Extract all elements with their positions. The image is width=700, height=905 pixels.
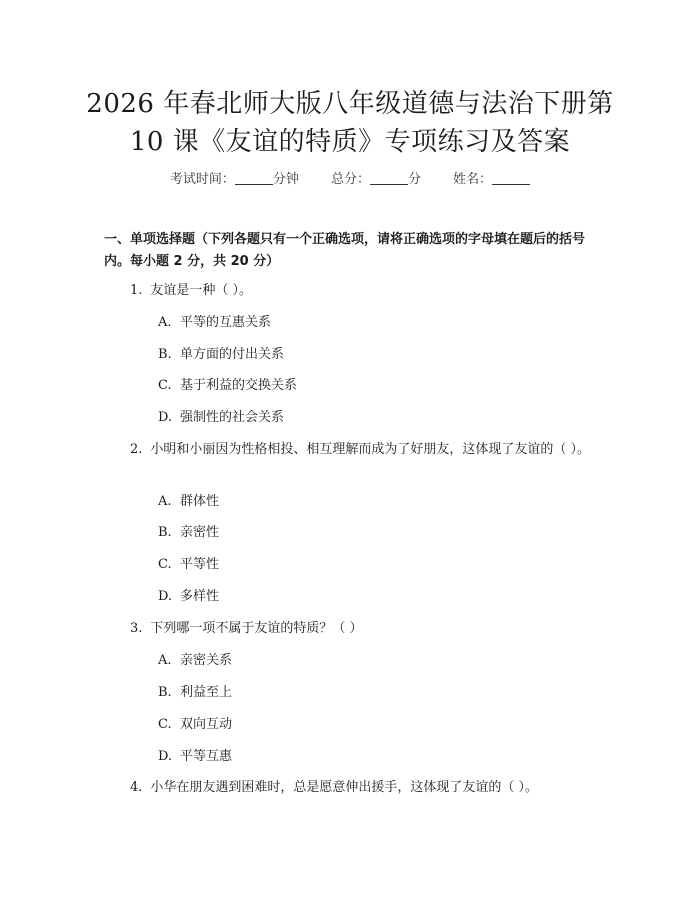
question-text: 下列哪一项不属于友谊的特质？（ ） [150,621,363,636]
student-name-label: 姓名： [453,172,493,187]
question-number: 1. [130,283,143,298]
option-letter: C. [158,557,172,572]
option-text: 基于利益的交换关系 [180,378,298,393]
exam-time-label: 考试时间： [169,172,235,187]
question-2-option-a [158,491,219,513]
option-text: 平等互惠 [180,749,233,764]
exam-time-field [170,168,299,187]
document-title-line-1: 2026 年春北师大版八年级道德与法治下册第 [86,89,614,119]
option-letter: D. [158,410,173,425]
option-letter: A. [158,653,172,668]
question-1 [130,280,600,302]
total-score-label: 总分： [330,172,370,187]
question-1-option-d [158,407,284,429]
exam-time-blank [235,172,273,185]
option-text: 亲密关系 [180,653,233,668]
question-number: 3. [130,621,143,636]
question-2-option-c [158,554,219,576]
question-number: 4. [130,780,143,795]
question-2-option-d [158,586,219,608]
option-text: 亲密性 [180,525,220,540]
question-1-option-a [158,312,271,334]
student-name-blank [492,172,530,185]
option-letter: C. [158,717,172,732]
question-2 [104,439,594,461]
total-score-blank [370,172,408,185]
question-text: 友谊是一种（ ）。 [150,283,253,298]
question-text: 小明和小丽因为性格相投、相互理解而成为了好朋友，这体现了友谊的（ ）。 [150,442,591,457]
question-number: 2. [130,442,143,457]
question-2-option-b [158,522,219,544]
option-letter: D. [158,589,173,604]
section-heading: 一、单项选择题（下列各题只有一个正确选项，请将正确选项的字母填在题后的括号内。每小题 2 分，共 20 分） [104,232,586,269]
student-name-field [453,168,530,187]
option-text: 单方面的付出关系 [180,347,285,362]
option-letter: B. [158,685,172,700]
question-3-option-d [158,746,232,768]
exam-time-unit: 分钟 [272,172,299,187]
question-3 [130,618,600,640]
option-text: 多样性 [180,589,220,604]
option-text: 平等的互惠关系 [180,315,272,330]
option-text: 利益至上 [180,685,233,700]
option-letter: C. [158,378,172,393]
question-3-option-a [158,650,232,672]
option-letter: B. [158,347,172,362]
question-1-option-b [158,344,284,366]
total-score-unit: 分 [408,172,422,187]
document-title-line-2: 10 课《友谊的特质》专项练习及答案 [129,127,571,157]
question-3-option-b [158,682,232,704]
option-text: 群体性 [180,494,220,509]
option-text: 平等性 [180,557,220,572]
question-3-option-c [158,714,232,736]
option-letter: A. [158,315,172,330]
option-letter: D. [158,749,173,764]
exam-meta-line [0,168,700,187]
option-text: 强制性的社会关系 [180,410,285,425]
total-score-field [331,168,421,187]
option-letter: B. [158,525,172,540]
question-text: 小华在朋友遇到困难时，总是愿意伸出援手，这体现了友谊的（ ）。 [150,780,539,795]
option-letter: A. [158,494,172,509]
question-1-option-c [158,375,297,397]
question-4 [130,777,600,799]
option-text: 双向互动 [180,717,233,732]
